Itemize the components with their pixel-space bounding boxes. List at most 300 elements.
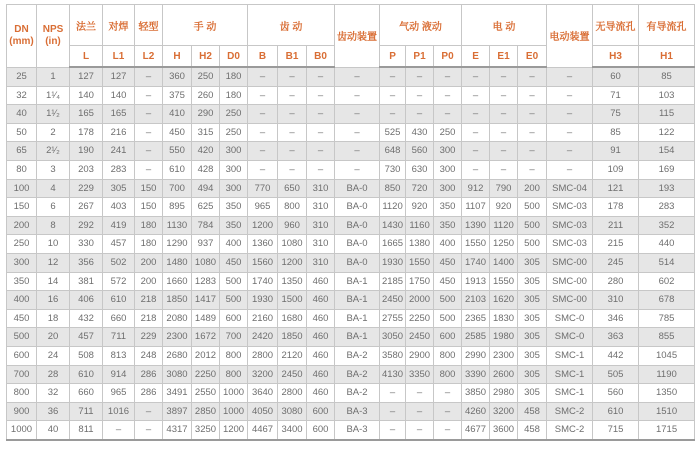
cell-d0: 250 <box>220 105 248 124</box>
cell-nps: 4 <box>37 179 70 198</box>
cell-h: 1480 <box>163 253 192 272</box>
cell-dn: 300 <box>7 253 37 272</box>
cell-b1: – <box>278 160 307 179</box>
cell-electric_device: – <box>547 142 593 161</box>
cell-e1: 3600 <box>490 421 518 440</box>
cell-b: 965 <box>248 198 278 217</box>
cell-h3: 91 <box>593 142 639 161</box>
header-col-l1: L1 <box>103 46 135 68</box>
cell-d0: 500 <box>220 272 248 291</box>
cell-p0: 500 <box>434 291 462 310</box>
cell-p1: 1160 <box>406 216 434 235</box>
cell-h3: 560 <box>593 384 639 403</box>
cell-e: – <box>462 86 490 105</box>
cell-h1: 602 <box>639 272 695 291</box>
header-col-b1: B1 <box>278 46 307 68</box>
cell-l1: 572 <box>103 272 135 291</box>
cell-nps: 36 <box>37 402 70 421</box>
cell-h3: 71 <box>593 86 639 105</box>
cell-p1: 1750 <box>406 272 434 291</box>
cell-gear_device: BA-1 <box>335 291 380 310</box>
cell-p: 2450 <box>380 291 406 310</box>
cell-b1: 2450 <box>278 365 307 384</box>
cell-l2: 180 <box>135 235 163 254</box>
cell-b0: 310 <box>307 179 335 198</box>
cell-h3: 109 <box>593 160 639 179</box>
cell-p: 648 <box>380 142 406 161</box>
cell-p: – <box>380 421 406 440</box>
cell-e: – <box>462 123 490 142</box>
cell-b0: 310 <box>307 235 335 254</box>
cell-h: 610 <box>163 160 192 179</box>
cell-h1: 352 <box>639 216 695 235</box>
cell-l: 330 <box>70 235 103 254</box>
cell-h3: 245 <box>593 253 639 272</box>
cell-b1: – <box>278 123 307 142</box>
cell-l2: 200 <box>135 253 163 272</box>
cell-b0: 460 <box>307 272 335 291</box>
cell-e0: 305 <box>518 384 547 403</box>
cell-h2: 315 <box>192 123 220 142</box>
cell-e1: 920 <box>490 198 518 217</box>
cell-dn: 800 <box>7 384 37 403</box>
cell-e0: – <box>518 123 547 142</box>
header-electric-group: 电 动 <box>462 5 547 46</box>
cell-d0: 600 <box>220 309 248 328</box>
cell-l1: 1016 <box>103 402 135 421</box>
cell-l: 406 <box>70 291 103 310</box>
cell-h2: 937 <box>192 235 220 254</box>
table-row <box>7 421 695 440</box>
cell-e1: – <box>490 160 518 179</box>
header-col-d0: D0 <box>220 46 248 68</box>
cell-p0: 300 <box>434 160 462 179</box>
cell-e1: 2980 <box>490 384 518 403</box>
cell-h3: 60 <box>593 67 639 86</box>
cell-nps: 1 <box>37 67 70 86</box>
cell-h: 3491 <box>163 384 192 403</box>
cell-h: 1130 <box>163 216 192 235</box>
cell-b: 4050 <box>248 402 278 421</box>
cell-dn: 900 <box>7 402 37 421</box>
cell-dn: 80 <box>7 160 37 179</box>
cell-l1: 965 <box>103 384 135 403</box>
header-col-h: H <box>163 46 192 68</box>
cell-electric_device: – <box>547 67 593 86</box>
cell-p0: – <box>434 402 462 421</box>
cell-nps: 40 <box>37 421 70 440</box>
cell-b: – <box>248 123 278 142</box>
cell-l1: 419 <box>103 216 135 235</box>
cell-b1: 1680 <box>278 309 307 328</box>
cell-e: 1550 <box>462 235 490 254</box>
cell-e: 3850 <box>462 384 490 403</box>
cell-e: 1913 <box>462 272 490 291</box>
cell-dn: 32 <box>7 86 37 105</box>
cell-e: 1107 <box>462 198 490 217</box>
cell-dn: 700 <box>7 365 37 384</box>
cell-electric_device: – <box>547 123 593 142</box>
cell-l: 660 <box>70 384 103 403</box>
table-row <box>7 216 695 235</box>
cell-electric_device: SMC-1 <box>547 346 593 365</box>
header-col-l: L <box>70 46 103 68</box>
cell-h: 2300 <box>163 328 192 347</box>
cell-b: – <box>248 105 278 124</box>
cell-b: 1360 <box>248 235 278 254</box>
cell-p0: 350 <box>434 198 462 217</box>
cell-l: 127 <box>70 67 103 86</box>
cell-p1: 560 <box>406 142 434 161</box>
cell-dn: 350 <box>7 272 37 291</box>
cell-e: 4677 <box>462 421 490 440</box>
cell-b: – <box>248 67 278 86</box>
cell-e1: 1980 <box>490 328 518 347</box>
cell-p1: 2450 <box>406 328 434 347</box>
cell-h: 3897 <box>163 402 192 421</box>
cell-electric_device: SMC-1 <box>547 365 593 384</box>
cell-b0: 460 <box>307 346 335 365</box>
cell-dn: 500 <box>7 328 37 347</box>
cell-l1: – <box>103 421 135 440</box>
cell-b: – <box>248 142 278 161</box>
cell-electric_device: SMC-04 <box>547 179 593 198</box>
cell-e1: 3200 <box>490 402 518 421</box>
cell-h2: 2550 <box>192 384 220 403</box>
cell-l2: – <box>135 105 163 124</box>
cell-electric_device: SMC-0 <box>547 328 593 347</box>
cell-b0: – <box>307 142 335 161</box>
cell-p0: 600 <box>434 328 462 347</box>
cell-e1: 790 <box>490 179 518 198</box>
cell-h2: 1672 <box>192 328 220 347</box>
cell-d0: 500 <box>220 291 248 310</box>
table-row <box>7 142 695 161</box>
header-group-row <box>7 5 695 46</box>
cell-l2: 218 <box>135 291 163 310</box>
cell-h2: 250 <box>192 67 220 86</box>
cell-p0: 300 <box>434 179 462 198</box>
cell-b: 770 <box>248 179 278 198</box>
cell-e0: 305 <box>518 346 547 365</box>
cell-e0: 200 <box>518 179 547 198</box>
cell-l2: – <box>135 421 163 440</box>
cell-p1: 2000 <box>406 291 434 310</box>
cell-e1: 1830 <box>490 309 518 328</box>
header-col-h3: H3 <box>593 46 639 68</box>
cell-gear_device: BA-3 <box>335 421 380 440</box>
cell-l: 203 <box>70 160 103 179</box>
cell-h2: 1489 <box>192 309 220 328</box>
table-row <box>7 309 695 328</box>
cell-p0: 450 <box>434 272 462 291</box>
cell-h1: 1045 <box>639 346 695 365</box>
header-pneumatic-hydraulic-group: 气动 液动 <box>380 5 462 46</box>
cell-h: 1290 <box>163 235 192 254</box>
cell-h1: 193 <box>639 179 695 198</box>
cell-dn: 25 <box>7 67 37 86</box>
cell-d0: 400 <box>220 235 248 254</box>
cell-e1: – <box>490 123 518 142</box>
cell-l2: 218 <box>135 309 163 328</box>
cell-d0: 800 <box>220 346 248 365</box>
cell-h: 360 <box>163 67 192 86</box>
cell-b0: 310 <box>307 216 335 235</box>
cell-l1: 305 <box>103 179 135 198</box>
cell-l2: 286 <box>135 365 163 384</box>
cell-e0: 305 <box>518 272 547 291</box>
cell-gear_device: BA-1 <box>335 328 380 347</box>
cell-e0: 305 <box>518 328 547 347</box>
table-row <box>7 198 695 217</box>
cell-h1: 855 <box>639 328 695 347</box>
valve-dimension-table <box>6 4 695 441</box>
cell-l1: 165 <box>103 105 135 124</box>
cell-d0: 300 <box>220 142 248 161</box>
table-row <box>7 235 695 254</box>
cell-p0: 800 <box>434 346 462 365</box>
cell-h3: 75 <box>593 105 639 124</box>
cell-b1: 1200 <box>278 253 307 272</box>
cell-h2: 1283 <box>192 272 220 291</box>
cell-gear_device: BA-0 <box>335 253 380 272</box>
cell-nps: 10 <box>37 235 70 254</box>
cell-gear_device: BA-0 <box>335 198 380 217</box>
cell-d0: 300 <box>220 179 248 198</box>
cell-h: 410 <box>163 105 192 124</box>
cell-dn: 100 <box>7 179 37 198</box>
cell-h1: 1190 <box>639 365 695 384</box>
cell-b1: – <box>278 142 307 161</box>
cell-p1: – <box>406 421 434 440</box>
cell-l2: – <box>135 123 163 142</box>
cell-gear_device: – <box>335 160 380 179</box>
cell-e: 4260 <box>462 402 490 421</box>
table-row <box>7 291 695 310</box>
cell-l1: 711 <box>103 328 135 347</box>
cell-l2: – <box>135 160 163 179</box>
cell-p0: 300 <box>434 142 462 161</box>
cell-gear_device: BA-3 <box>335 402 380 421</box>
cell-h1: 785 <box>639 309 695 328</box>
cell-e: – <box>462 160 490 179</box>
cell-b: 1200 <box>248 216 278 235</box>
cell-gear_device: BA-0 <box>335 216 380 235</box>
cell-h: 1850 <box>163 291 192 310</box>
cell-p0: 400 <box>434 235 462 254</box>
cell-b0: 310 <box>307 253 335 272</box>
cell-nps: 16 <box>37 291 70 310</box>
cell-p: – <box>380 105 406 124</box>
cell-p1: 720 <box>406 179 434 198</box>
cell-l1: 660 <box>103 309 135 328</box>
cell-e0: – <box>518 160 547 179</box>
cell-p: 1120 <box>380 198 406 217</box>
cell-h3: 280 <box>593 272 639 291</box>
table-row <box>7 123 695 142</box>
cell-dn: 1000 <box>7 421 37 440</box>
cell-h1: 115 <box>639 105 695 124</box>
cell-b: 3640 <box>248 384 278 403</box>
cell-h: 2680 <box>163 346 192 365</box>
cell-electric_device: SMC-0 <box>547 309 593 328</box>
cell-p1: 920 <box>406 198 434 217</box>
table-row <box>7 105 695 124</box>
cell-gear_device: BA-0 <box>335 235 380 254</box>
cell-e: 2990 <box>462 346 490 365</box>
cell-l: 165 <box>70 105 103 124</box>
cell-nps: 1¹⁄₄ <box>37 86 70 105</box>
header-no-pilot-hole: 无导流孔 <box>593 5 639 46</box>
cell-p1: – <box>406 86 434 105</box>
cell-e1: 2600 <box>490 365 518 384</box>
cell-electric_device: – <box>547 86 593 105</box>
cell-e0: 305 <box>518 291 547 310</box>
cell-p0: 800 <box>434 365 462 384</box>
cell-b1: 650 <box>278 179 307 198</box>
cell-h1: 440 <box>639 235 695 254</box>
cell-l2: 286 <box>135 384 163 403</box>
cell-b0: – <box>307 105 335 124</box>
cell-b1: 1080 <box>278 235 307 254</box>
cell-b0: – <box>307 123 335 142</box>
cell-p1: 630 <box>406 160 434 179</box>
cell-l1: 813 <box>103 346 135 365</box>
cell-h2: 2850 <box>192 402 220 421</box>
cell-e0: – <box>518 105 547 124</box>
cell-e1: 1400 <box>490 253 518 272</box>
cell-p: 2755 <box>380 309 406 328</box>
cell-e: 2585 <box>462 328 490 347</box>
cell-e0: – <box>518 67 547 86</box>
cell-b1: 800 <box>278 198 307 217</box>
cell-b1: 1850 <box>278 328 307 347</box>
cell-h: 700 <box>163 179 192 198</box>
cell-b: 4467 <box>248 421 278 440</box>
cell-nps: 3 <box>37 160 70 179</box>
cell-l2: – <box>135 142 163 161</box>
cell-d0: 180 <box>220 67 248 86</box>
cell-e1: 1120 <box>490 216 518 235</box>
cell-p: 850 <box>380 179 406 198</box>
header-col-p1: P1 <box>406 46 434 68</box>
cell-h: 375 <box>163 86 192 105</box>
header-light-type: 轻型 <box>135 5 163 46</box>
cell-electric_device: SMC-00 <box>547 291 593 310</box>
cell-e1: 1250 <box>490 235 518 254</box>
cell-p0: – <box>434 384 462 403</box>
cell-l: 229 <box>70 179 103 198</box>
cell-dn: 250 <box>7 235 37 254</box>
table-row <box>7 384 695 403</box>
cell-b1: – <box>278 67 307 86</box>
cell-h2: 2250 <box>192 365 220 384</box>
cell-b0: 600 <box>307 402 335 421</box>
cell-h3: 442 <box>593 346 639 365</box>
cell-h3: 715 <box>593 421 639 440</box>
cell-e0: 458 <box>518 421 547 440</box>
cell-h2: 2012 <box>192 346 220 365</box>
cell-e: – <box>462 67 490 86</box>
cell-p: 525 <box>380 123 406 142</box>
cell-nps: 32 <box>37 384 70 403</box>
cell-h3: 346 <box>593 309 639 328</box>
cell-p1: 2250 <box>406 309 434 328</box>
cell-p: 1665 <box>380 235 406 254</box>
cell-l1: 216 <box>103 123 135 142</box>
cell-electric_device: SMC-03 <box>547 216 593 235</box>
header-col-h1: H1 <box>639 46 695 68</box>
cell-nps: 18 <box>37 309 70 328</box>
cell-electric_device: SMC-03 <box>547 198 593 217</box>
cell-e1: 1550 <box>490 272 518 291</box>
cell-gear_device: – <box>335 142 380 161</box>
header-butt-weld: 对焊 <box>103 5 135 46</box>
cell-gear_device: – <box>335 86 380 105</box>
cell-h1: 154 <box>639 142 695 161</box>
cell-p0: 350 <box>434 216 462 235</box>
cell-p1: 3350 <box>406 365 434 384</box>
cell-d0: 450 <box>220 253 248 272</box>
cell-l2: 150 <box>135 198 163 217</box>
header-col-p: P <box>380 46 406 68</box>
header-col-e1: E1 <box>490 46 518 68</box>
cell-dn: 400 <box>7 291 37 310</box>
cell-b: 3200 <box>248 365 278 384</box>
cell-l2: 248 <box>135 346 163 365</box>
cell-d0: 800 <box>220 365 248 384</box>
cell-b: 2420 <box>248 328 278 347</box>
table-row <box>7 402 695 421</box>
cell-e1: – <box>490 86 518 105</box>
cell-b0: – <box>307 67 335 86</box>
cell-b: 2800 <box>248 346 278 365</box>
cell-b0: 460 <box>307 291 335 310</box>
cell-h1: 283 <box>639 198 695 217</box>
header-col-e0: E0 <box>518 46 547 68</box>
table-row <box>7 253 695 272</box>
cell-p: 3050 <box>380 328 406 347</box>
cell-h3: 505 <box>593 365 639 384</box>
header-nps-line2: (in) <box>45 35 61 47</box>
cell-h2: 1080 <box>192 253 220 272</box>
cell-electric_device: SMC-00 <box>547 272 593 291</box>
cell-l: 356 <box>70 253 103 272</box>
cell-e: – <box>462 105 490 124</box>
cell-dn: 450 <box>7 309 37 328</box>
cell-electric_device: SMC-03 <box>547 235 593 254</box>
header-nps <box>37 5 70 68</box>
cell-l2: – <box>135 67 163 86</box>
cell-e: 2365 <box>462 309 490 328</box>
cell-h3: 215 <box>593 235 639 254</box>
cell-h: 2080 <box>163 309 192 328</box>
cell-e0: 305 <box>518 253 547 272</box>
cell-electric_device: – <box>547 105 593 124</box>
cell-b1: 2800 <box>278 384 307 403</box>
cell-b1: – <box>278 105 307 124</box>
cell-h3: 121 <box>593 179 639 198</box>
table-row <box>7 86 695 105</box>
cell-h: 550 <box>163 142 192 161</box>
cell-gear_device: – <box>335 67 380 86</box>
cell-e: 912 <box>462 179 490 198</box>
cell-h1: 1350 <box>639 384 695 403</box>
cell-h3: 211 <box>593 216 639 235</box>
cell-l: 190 <box>70 142 103 161</box>
cell-dn: 600 <box>7 346 37 365</box>
cell-h2: 290 <box>192 105 220 124</box>
